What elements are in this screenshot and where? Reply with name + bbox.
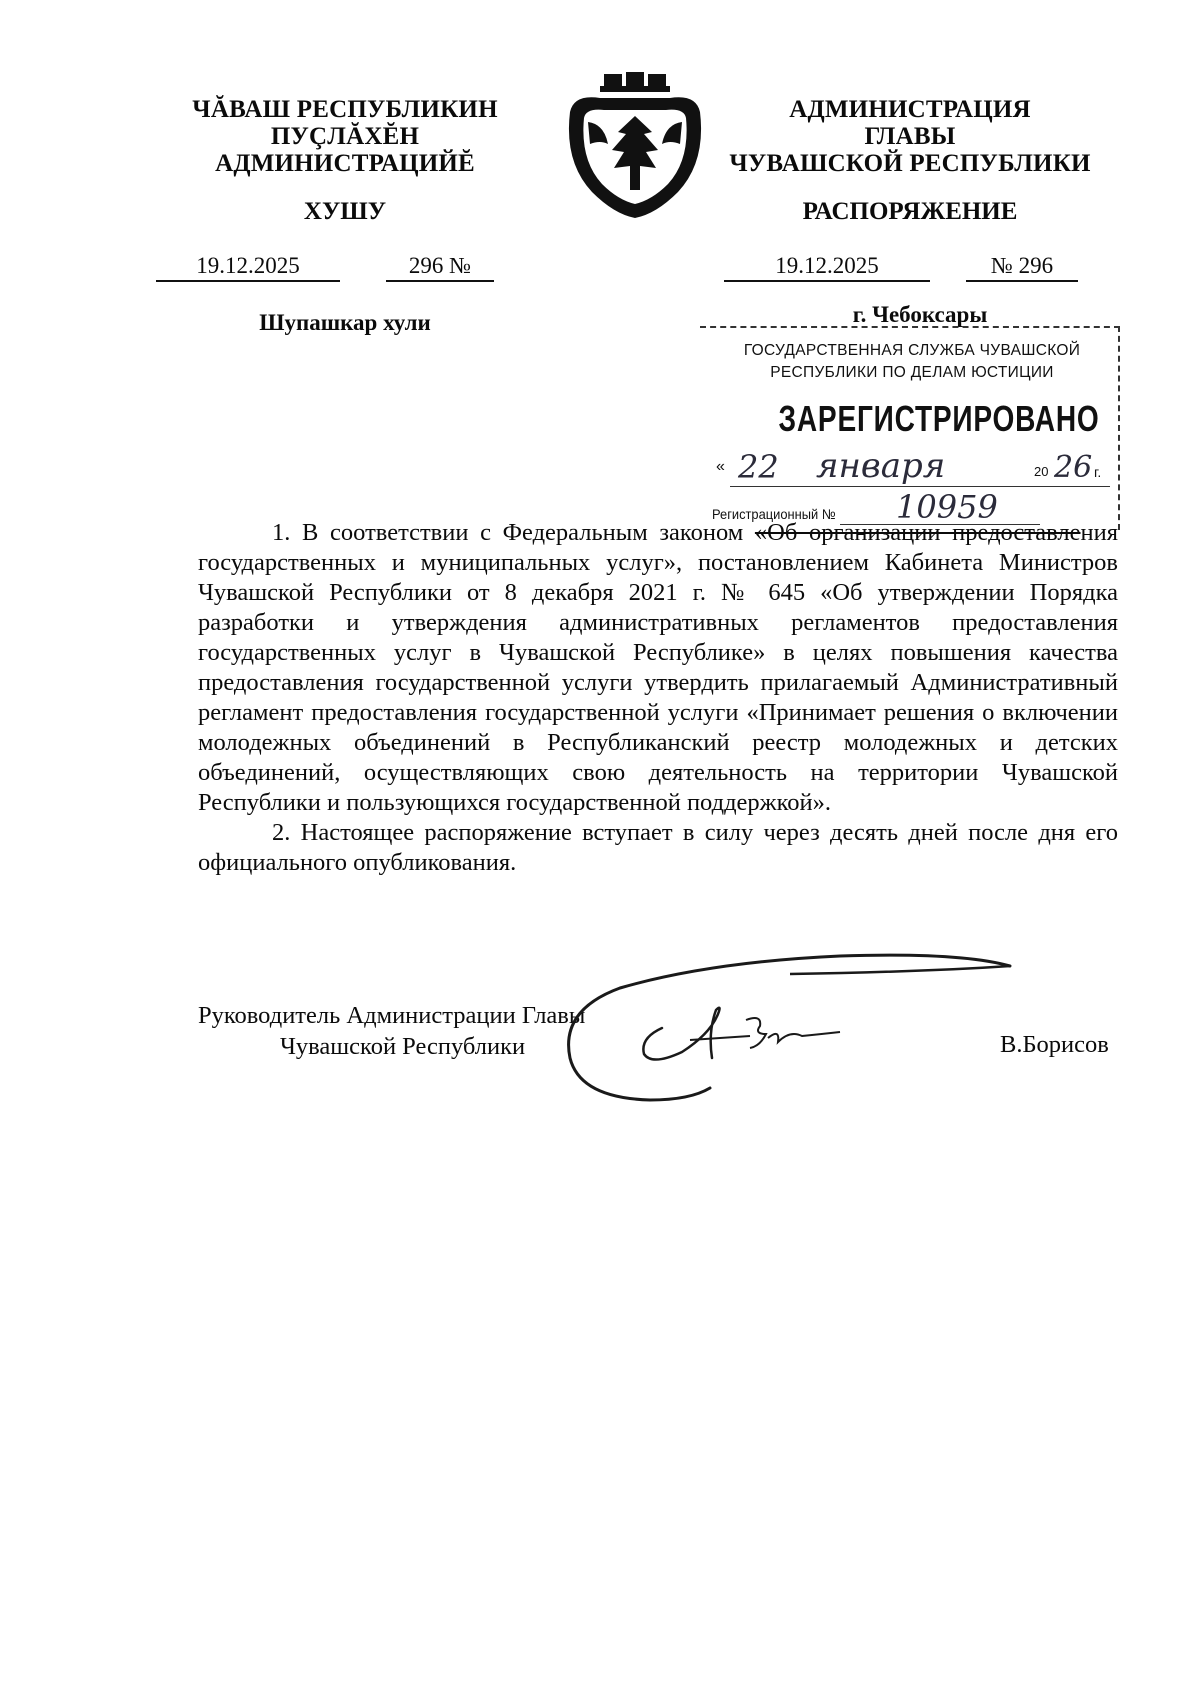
- paragraph-2: 2. Настоящее распоряжение вступает в силу через десять дней после дня его официального опубликования.: [198, 819, 1118, 876]
- doc-date-left: 19.12.2025: [156, 252, 340, 282]
- signatory-name: В.Борисов: [1000, 1031, 1109, 1058]
- stamp-month: января: [816, 446, 946, 486]
- stamp-year: 26: [1054, 450, 1093, 485]
- doc-number-right: № 296: [966, 252, 1078, 282]
- stamp-reg-number: 10959: [896, 488, 998, 526]
- stamp-day: 22: [738, 448, 779, 486]
- p1-text-rest: ния государственных и муниципальных услуг», постановлением Кабинета Министров Чувашской Республики от 8 декабря 2021 г. № 645 «Об утверждении Порядка разработки и утверждения административных регламентов предоставления государственных услуг в Чувашской Республике» в целях повышения качества предоставления государственной услуги утвердить прилагаемый Административный регламент предоставления государственной услуги «Принимает решения о включении молодежных объединений в Республиканский реестр молодежных и детских объединений, осуществляющих свою деятельность на территории Чувашской Республики и пользующихся государственной поддержкой».: [198, 519, 1119, 816]
- doc-type-chuvash: ХУШУ: [303, 198, 387, 225]
- org-line: АДМИНИСТРАЦИЙĔ: [215, 150, 475, 177]
- org-line: АДМИНИСТРАЦИЯ: [789, 96, 1031, 123]
- stamp-date: [716, 446, 1116, 494]
- p1-struck-text: «Об организации предоставле: [754, 519, 1081, 546]
- chuvash-emblem-icon: [560, 72, 710, 220]
- stamp-quote: «: [716, 458, 725, 475]
- stamp-date-underline: [730, 486, 1110, 487]
- doc-type-russian: РАСПОРЯЖЕНИЕ: [802, 198, 1018, 225]
- city-chuvash: Шупашкар хули: [259, 310, 431, 335]
- registration-stamp: [700, 326, 1120, 530]
- stamp-reg-label: Регистрационный №: [712, 506, 836, 522]
- signatory-position: [198, 1000, 585, 1062]
- stamp-year-suffix: г.: [1094, 464, 1102, 480]
- org-name-chuvash: [160, 96, 530, 177]
- paragraph-1: [198, 518, 1118, 818]
- org-line: ЧУВАШСКОЙ РЕСПУБЛИКИ: [729, 150, 1091, 177]
- handwritten-signature-icon: [540, 948, 1040, 1118]
- stamp-org-line: РЕСПУБЛИКИ ПО ДЕЛАМ ЮСТИЦИИ: [770, 364, 1054, 381]
- doc-date-right: 19.12.2025: [724, 252, 930, 282]
- p1-text-start: 1. В соответствии с Федеральным законом: [272, 519, 755, 546]
- doc-number-left: 296 №: [386, 252, 494, 282]
- document-body: [198, 518, 1118, 878]
- org-name-russian: [700, 96, 1120, 177]
- stamp-year-prefix: 20: [1034, 464, 1049, 479]
- org-line: ПУÇЛĂХĔН: [270, 123, 420, 150]
- stamp-title: ЗАРЕГИСТРИРОВАНО: [778, 398, 1100, 439]
- position-line-1: Руководитель Администрации Главы: [198, 1002, 586, 1029]
- stamp-org: [708, 340, 1116, 384]
- city-russian: г. Чебоксары: [852, 302, 988, 327]
- org-line: ЧĂВАШ РЕСПУБЛИКИН: [192, 96, 498, 123]
- position-line-2: Чувашской Республики: [280, 1033, 526, 1060]
- org-line: ГЛАВЫ: [864, 123, 956, 150]
- stamp-org-line: ГОСУДАРСТВЕННАЯ СЛУЖБА ЧУВАШСКОЙ: [743, 342, 1081, 359]
